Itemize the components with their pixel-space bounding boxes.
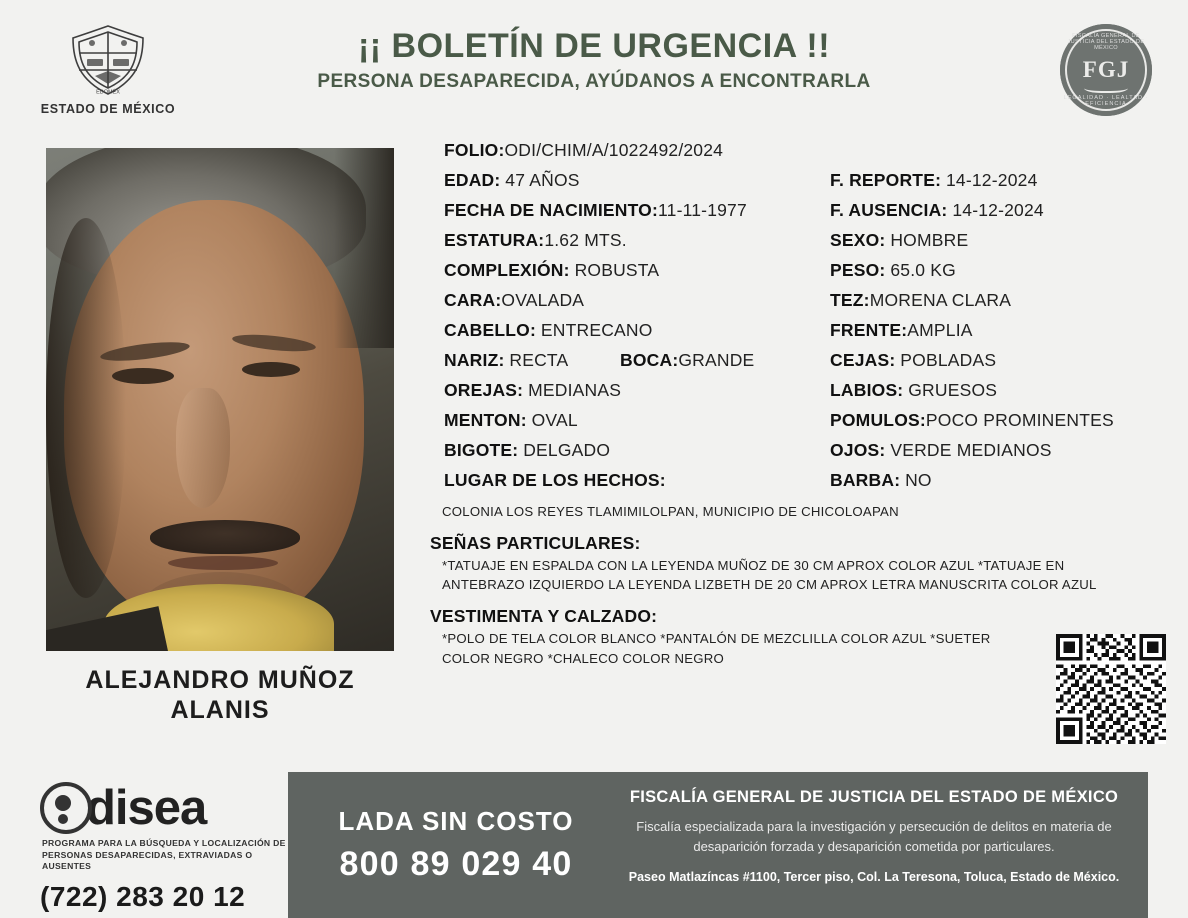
field-f-reporte-label: F. REPORTE: bbox=[830, 170, 942, 190]
field-cabello bbox=[444, 320, 653, 341]
disea-mark-icon bbox=[40, 782, 92, 834]
field-pomulos-label: POMULOS: bbox=[830, 410, 926, 430]
field-f-ausencia bbox=[830, 200, 1044, 221]
poster-header bbox=[0, 0, 1188, 132]
fiscalia-title: FISCALÍA GENERAL DE JUSTICIA DEL ESTADO DE MÉXICO bbox=[629, 788, 1119, 806]
field-bigote-value: DELGADO bbox=[523, 440, 611, 460]
field-folio bbox=[444, 140, 723, 161]
section-vestimenta-body: *POLO DE TELA COLOR BLANCO *PANTALÓN DE MEZCLILLA COLOR AZUL *SUETER COLOR NEGRO *CHALECO COLOR NEGRO bbox=[442, 631, 991, 666]
section-lugar-title: LUGAR DE LOS HECHOS: bbox=[444, 470, 666, 490]
section-vestimenta-title: VESTIMENTA Y CALZADO: bbox=[430, 606, 658, 627]
disea-subtitle: PROGRAMA PARA LA BÚSQUEDA Y LOCALIZACIÓN DE PERSONAS DESAPARECIDAS, EXTRAVIADAS O AUSENTES bbox=[42, 838, 286, 872]
field-f-reporte bbox=[830, 170, 1038, 191]
section-lugar bbox=[430, 502, 1150, 521]
field-pomulos bbox=[830, 410, 1114, 431]
field-frente-value: AMPLIA bbox=[907, 320, 973, 340]
field-edad-value: 47 AÑOS bbox=[505, 170, 580, 190]
field-cabello-label: CABELLO: bbox=[444, 320, 537, 340]
field-folio-value: ODI/CHIM/A/1022492/2024 bbox=[504, 140, 724, 160]
field-cara-value: OVALADA bbox=[501, 290, 585, 310]
field-peso-label: PESO: bbox=[830, 260, 886, 280]
field-edad bbox=[444, 170, 580, 191]
field-ojos-label: OJOS: bbox=[830, 440, 886, 460]
field-complexion-label: COMPLEXIÓN: bbox=[444, 260, 570, 280]
field-orejas bbox=[444, 380, 621, 401]
field-cabello-value: ENTRECANO bbox=[540, 320, 653, 340]
page-title: ¡¡ BOLETÍN DE URGENCIA !! bbox=[357, 27, 831, 65]
field-labios-value: GRUESOS bbox=[908, 380, 998, 400]
header-titles bbox=[236, 28, 952, 93]
field-ojos bbox=[830, 440, 1052, 461]
section-senas bbox=[430, 533, 1150, 594]
detail-row-orejas bbox=[430, 380, 1150, 410]
field-cejas bbox=[830, 350, 996, 371]
field-estatura bbox=[444, 230, 627, 251]
field-ojos-value: VERDE MEDIANOS bbox=[890, 440, 1052, 460]
detail-row-bigote bbox=[430, 440, 1150, 470]
field-edad-label: EDAD: bbox=[444, 170, 501, 190]
fgj-ring-bottom-text: LEGALIDAD · LEALTAD · EFICIENCIA bbox=[1063, 95, 1149, 107]
section-senas-body: *TATUAJE EN ESPALDA CON LA LEYENDA MUÑOZ DE 30 CM APROX COLOR AZUL *TATUAJE EN ANTEBRAZO IZQUIERDO LA LEYENDA LIZBETH DE 20 CM APROX LETRA MANUSCRITA COLOR AZUL bbox=[442, 558, 1097, 593]
field-nariz bbox=[444, 350, 568, 371]
field-f-ausencia-value: 14-12-2024 bbox=[952, 200, 1044, 220]
field-boca bbox=[620, 350, 754, 371]
detail-row-nacimiento bbox=[430, 200, 1150, 230]
field-orejas-value: MEDIANAS bbox=[528, 380, 622, 400]
field-complexion-value: ROBUSTA bbox=[574, 260, 660, 280]
person-photo bbox=[46, 148, 394, 651]
fgj-ring-top-text: FISCALÍA GENERAL DE JUSTICIA DEL ESTADO DE MÉXICO bbox=[1067, 33, 1145, 51]
fiscalia-address: Paseo Matlazíncas #1100, Tercer piso, Col. La Teresona, Toluca, Estado de México. bbox=[628, 870, 1120, 884]
field-pomulos-value: POCO PROMINENTES bbox=[925, 410, 1114, 430]
field-f-ausencia-label: F. AUSENCIA: bbox=[830, 200, 948, 220]
field-labios-label: LABIOS: bbox=[830, 380, 904, 400]
field-cejas-label: CEJAS: bbox=[830, 350, 896, 370]
detail-row-nariz bbox=[430, 350, 1150, 380]
field-labios bbox=[830, 380, 997, 401]
field-boca-label: BOCA: bbox=[620, 350, 679, 370]
state-seal-icon bbox=[65, 22, 151, 98]
lada-label: LADA SIN COSTO bbox=[338, 806, 574, 836]
field-tez bbox=[830, 290, 1011, 311]
fgj-seal-icon bbox=[1060, 24, 1152, 116]
fiscalia-block bbox=[614, 788, 1134, 886]
detail-row-cabello bbox=[430, 320, 1150, 350]
detail-row-lugar-barba bbox=[430, 470, 1150, 500]
field-sexo-label: SEXO: bbox=[830, 230, 886, 250]
disea-wordmark: disea bbox=[86, 780, 207, 835]
detail-row-complexion bbox=[430, 260, 1150, 290]
field-cara bbox=[444, 290, 584, 311]
field-nariz-label: NARIZ: bbox=[444, 350, 505, 370]
fiscalia-description: Fiscalía especializada para la investigación y persecución de delitos en materia de desaparición forzada y desaparición cometida por particulares. bbox=[636, 819, 1112, 854]
field-menton-value: OVAL bbox=[531, 410, 578, 430]
field-bigote-label: BIGOTE: bbox=[444, 440, 519, 460]
svg-text:EDOMÉX: EDOMÉX bbox=[96, 89, 120, 96]
field-frente bbox=[830, 320, 973, 341]
field-menton bbox=[444, 410, 578, 431]
field-menton-label: MENTON: bbox=[444, 410, 527, 430]
field-fecha-nacimiento-value: 11-11-1977 bbox=[658, 200, 747, 220]
field-cara-label: CARA: bbox=[444, 290, 502, 310]
disea-logo-block bbox=[40, 782, 288, 913]
field-estatura-label: ESTATURA: bbox=[444, 230, 545, 250]
fgj-logo bbox=[1060, 24, 1152, 116]
field-tez-value: MORENA CLARA bbox=[869, 290, 1012, 310]
field-estatura-value: 1.62 MTS. bbox=[544, 230, 627, 250]
field-barba-label: BARBA: bbox=[830, 470, 901, 490]
detail-row-menton bbox=[430, 410, 1150, 440]
field-peso-value: 65.0 KG bbox=[890, 260, 956, 280]
field-cejas-value: POBLADAS bbox=[900, 350, 997, 370]
field-barba-value: NO bbox=[905, 470, 932, 490]
page-subtitle: PERSONA DESAPARECIDA, AYÚDANOS A ENCONTRARLA bbox=[317, 71, 871, 93]
field-peso bbox=[830, 260, 956, 281]
footer-bar bbox=[288, 772, 1148, 918]
field-boca-value: GRANDE bbox=[678, 350, 755, 370]
detail-row-edad bbox=[430, 170, 1150, 200]
person-name: ALEJANDRO MUÑOZ ALANIS bbox=[85, 666, 355, 724]
edomex-logo bbox=[38, 22, 178, 116]
person-details bbox=[430, 140, 1150, 668]
field-fecha-nacimiento-label: FECHA DE NACIMIENTO: bbox=[444, 200, 658, 220]
detail-row-cara bbox=[430, 290, 1150, 320]
fgj-monogram: FGJ bbox=[1082, 57, 1130, 82]
lada-number: 800 89 029 40 bbox=[339, 845, 573, 883]
field-orejas-label: OREJAS: bbox=[444, 380, 524, 400]
field-fecha-nacimiento bbox=[444, 200, 747, 221]
section-vestimenta bbox=[430, 606, 1150, 667]
field-frente-label: FRENTE: bbox=[830, 320, 908, 340]
detail-row-folio bbox=[430, 140, 1150, 170]
state-seal-caption: ESTADO DE MÉXICO bbox=[40, 102, 176, 116]
field-sexo bbox=[830, 230, 968, 251]
field-folio-label: FOLIO: bbox=[444, 140, 505, 160]
field-nariz-value: RECTA bbox=[509, 350, 569, 370]
field-bigote bbox=[444, 440, 610, 461]
field-complexion bbox=[444, 260, 659, 281]
field-tez-label: TEZ: bbox=[830, 290, 870, 310]
detail-row-estatura bbox=[430, 230, 1150, 260]
section-lugar-title-wrap bbox=[444, 470, 666, 491]
disea-phone: (722) 283 20 12 bbox=[40, 880, 246, 912]
fgj-swoosh-icon bbox=[1084, 81, 1128, 93]
section-senas-title: SEÑAS PARTICULARES: bbox=[430, 533, 641, 554]
field-f-reporte-value: 14-12-2024 bbox=[945, 170, 1038, 190]
lada-block bbox=[306, 806, 606, 884]
qr-code[interactable] bbox=[1056, 634, 1166, 744]
field-barba bbox=[830, 470, 932, 491]
field-sexo-value: HOMBRE bbox=[890, 230, 969, 250]
section-lugar-body: COLONIA LOS REYES TLAMIMILOLPAN, MUNICIPIO DE CHICOLOAPAN bbox=[442, 504, 899, 519]
